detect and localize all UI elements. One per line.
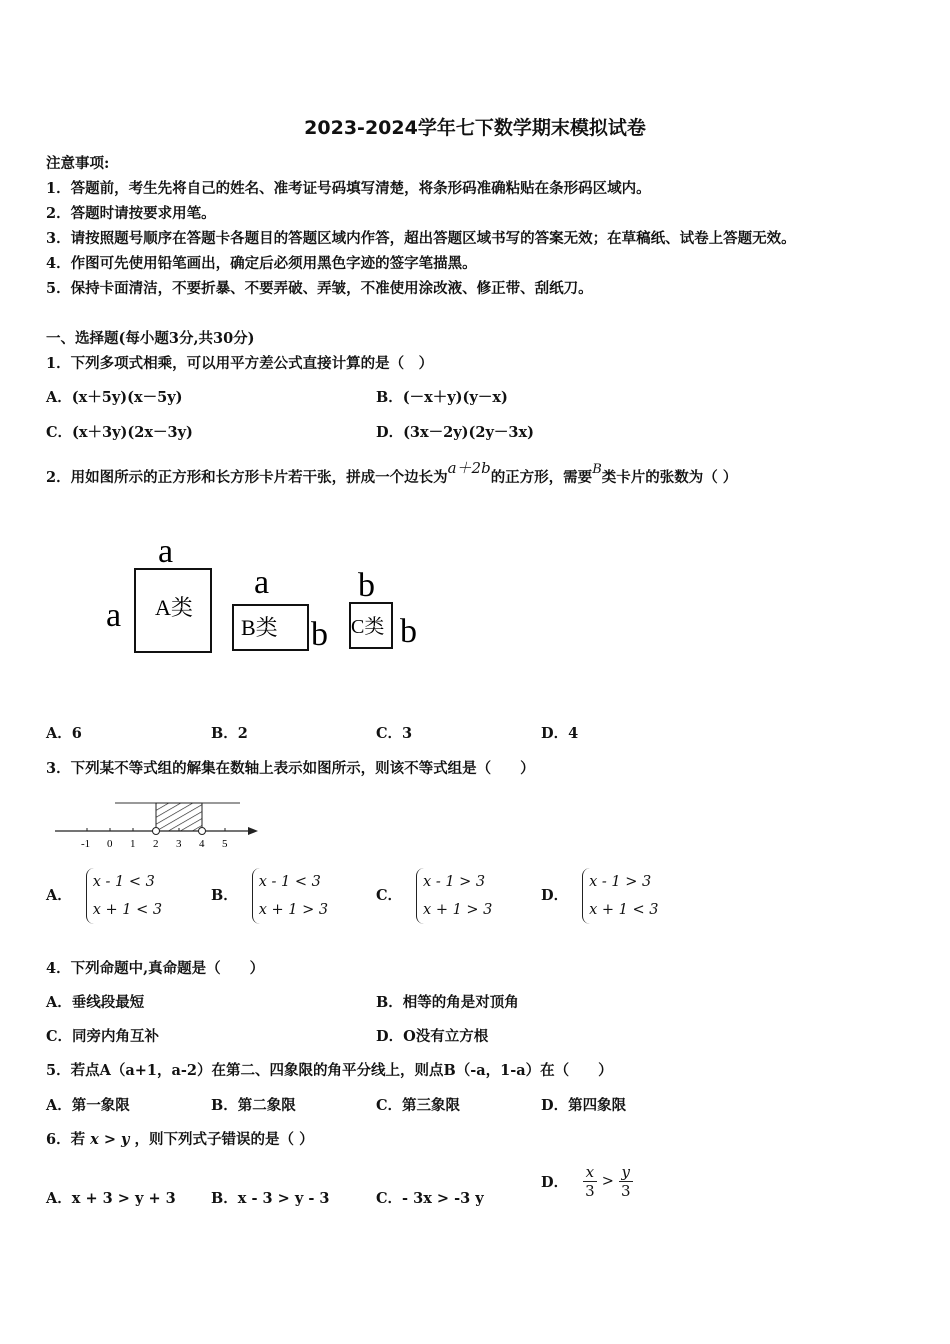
- q2-stem-pre: 2．用如图所示的正方形和长方形卡片若干张，拼成一个边长为: [46, 469, 448, 486]
- fig-c-top-label: b: [358, 567, 375, 604]
- option-label: C．: [376, 887, 403, 904]
- q4-option-a: A．垂线段最短: [46, 994, 145, 1011]
- q6-expr: x > y: [90, 1131, 130, 1148]
- q1-option-d: D．(3x－2y)(2y－3x): [376, 424, 535, 441]
- open-point-right: [199, 828, 206, 835]
- q2-option-d: D．4: [541, 725, 579, 742]
- q2-expr: a＋2b: [447, 459, 491, 477]
- open-point-left: [153, 828, 160, 835]
- q2-stem-mid: 的正方形，需要: [490, 469, 593, 486]
- fig-a-left-label: a: [106, 597, 122, 634]
- note-item: 3．请按照题号顺序在答题卡各题目的答题区域内作答，超出答题区域书写的答案无效；在草稿纸、试卷上答题无效。: [46, 230, 796, 247]
- q1-option-b: B．(－x＋y)(y－x): [376, 389, 508, 406]
- inequality: x + 1 > 3: [423, 902, 493, 918]
- denominator: 3: [585, 1182, 595, 1200]
- fraction: [583, 1163, 597, 1200]
- q4-option-c: C．同旁内角互补: [46, 1028, 160, 1045]
- q1-option-c: C．(x＋3y)(2x－3y): [46, 424, 193, 441]
- tick-label: 0: [107, 838, 113, 850]
- inequality: x + 1 > 3: [258, 902, 329, 918]
- q2-option-a: A．6: [46, 725, 82, 742]
- tick-label: 2: [153, 838, 159, 850]
- tick-label: 5: [222, 838, 228, 850]
- fig-b-top-label: a: [254, 564, 270, 601]
- inequality: x - 1 < 3: [258, 874, 321, 890]
- q2-option-b: B．2: [211, 725, 248, 742]
- page-title: 2023-2024学年七下数学期末模拟试卷: [304, 117, 646, 139]
- q6-option-a: A．x + 3 > y + 3: [46, 1190, 176, 1207]
- q3-number-line: [50, 795, 265, 855]
- question-5-stem: 5．若点A（a+1，a-2）在第二、四象限的角平分线上，则点B（-a，1-a）在（ ）: [46, 1062, 613, 1079]
- q5-option-b: B．第二象限: [211, 1097, 296, 1114]
- question-4-stem: 4．下列命题中,真命题是（ ）: [46, 960, 265, 977]
- q5-option-a: A．第一象限: [46, 1097, 130, 1114]
- solution-shading: [156, 803, 202, 831]
- note-item: 5．保持卡面清洁，不要折暴、不要弄破、弄皱，不准使用涂改液、修正带、刮纸刀。: [46, 280, 593, 297]
- tick-label: 1: [130, 838, 136, 850]
- fraction: [619, 1163, 633, 1200]
- inequality: x - 1 < 3: [92, 874, 155, 890]
- option-label: D．: [541, 887, 569, 904]
- q6-stem-post: ，则下列式子错误的是（ ）: [134, 1131, 314, 1148]
- tick-label: 3: [176, 838, 182, 850]
- card-b-label: B类: [241, 615, 278, 640]
- tick-label: -1: [81, 838, 91, 850]
- fig-c-right-label: b: [400, 613, 417, 650]
- inequality-system: [252, 868, 328, 924]
- section-heading: 一、选择题(每小题3分,共30分): [46, 330, 255, 347]
- operator: >: [601, 1173, 614, 1190]
- option-label: B．: [211, 887, 238, 904]
- note-item: 4．作图可先使用铅笔画出，确定后必须用黑色字迹的签字笔描黑。: [46, 255, 477, 272]
- fig-b-right-label: b: [311, 616, 328, 653]
- inequality: x - 1 > 3: [589, 874, 652, 890]
- inequality-system: [86, 868, 162, 924]
- card-a-label: A类: [155, 595, 193, 620]
- inequality-system: [416, 868, 492, 924]
- card-c-label: C类: [351, 616, 385, 638]
- inequality: x + 1 < 3: [92, 902, 163, 918]
- q3-option-c: [376, 868, 492, 924]
- tick-label: 4: [199, 838, 205, 850]
- inequality-system: [582, 868, 658, 924]
- question-1-stem: 1．下列多项式相乘，可以用平方差公式直接计算的是（ ）: [46, 355, 434, 372]
- option-label: A．: [46, 887, 72, 904]
- numerator: x: [583, 1163, 597, 1182]
- denominator: 3: [620, 1182, 631, 1200]
- axis-arrow-icon: [248, 827, 258, 835]
- q2-figure: [100, 530, 440, 660]
- q4-option-b: B．相等的角是对顶角: [376, 994, 519, 1011]
- q6-stem-pre: 6．若: [46, 1131, 86, 1148]
- q4-option-d: D．O没有立方根: [376, 1028, 489, 1045]
- question-6-stem: [46, 1128, 314, 1149]
- q2-stem-post: 类卡片的张数为（ ）: [601, 469, 738, 486]
- q1-option-a: A．(x＋5y)(x－5y): [46, 389, 183, 406]
- q6-option-c: C．- 3x > -3 y: [376, 1190, 484, 1207]
- inequality: x - 1 > 3: [423, 874, 486, 890]
- note-item: 2．答题时请按要求用笔。: [46, 205, 216, 222]
- tick-labels: [81, 838, 228, 850]
- q5-option-c: C．第三象限: [376, 1097, 461, 1114]
- q6-option-d: [541, 1163, 633, 1200]
- option-label: D．: [541, 1174, 569, 1191]
- note-item: 1．答题前，考生先将自己的姓名、准考证号码填写清楚，将条形码准确粘贴在条形码区域内。: [46, 180, 651, 197]
- q5-option-d: D．第四象限: [541, 1097, 627, 1114]
- question-3-stem: 3．下列某不等式组的解集在数轴上表示如图所示，则该不等式组是（ ）: [46, 760, 535, 777]
- q3-option-b: [211, 868, 328, 924]
- q2-option-c: C．3: [376, 725, 413, 742]
- q3-option-d: [541, 868, 658, 924]
- q3-option-a: [46, 868, 162, 924]
- numerator: y: [619, 1163, 633, 1182]
- inequality: x + 1 < 3: [589, 902, 659, 918]
- fig-a-top-label: a: [158, 533, 174, 570]
- question-2-stem: [46, 459, 738, 487]
- q2-var: B: [592, 462, 602, 477]
- notes-heading: 注意事项:: [46, 155, 110, 172]
- q6-option-b: B．x - 3 > y - 3: [211, 1190, 330, 1207]
